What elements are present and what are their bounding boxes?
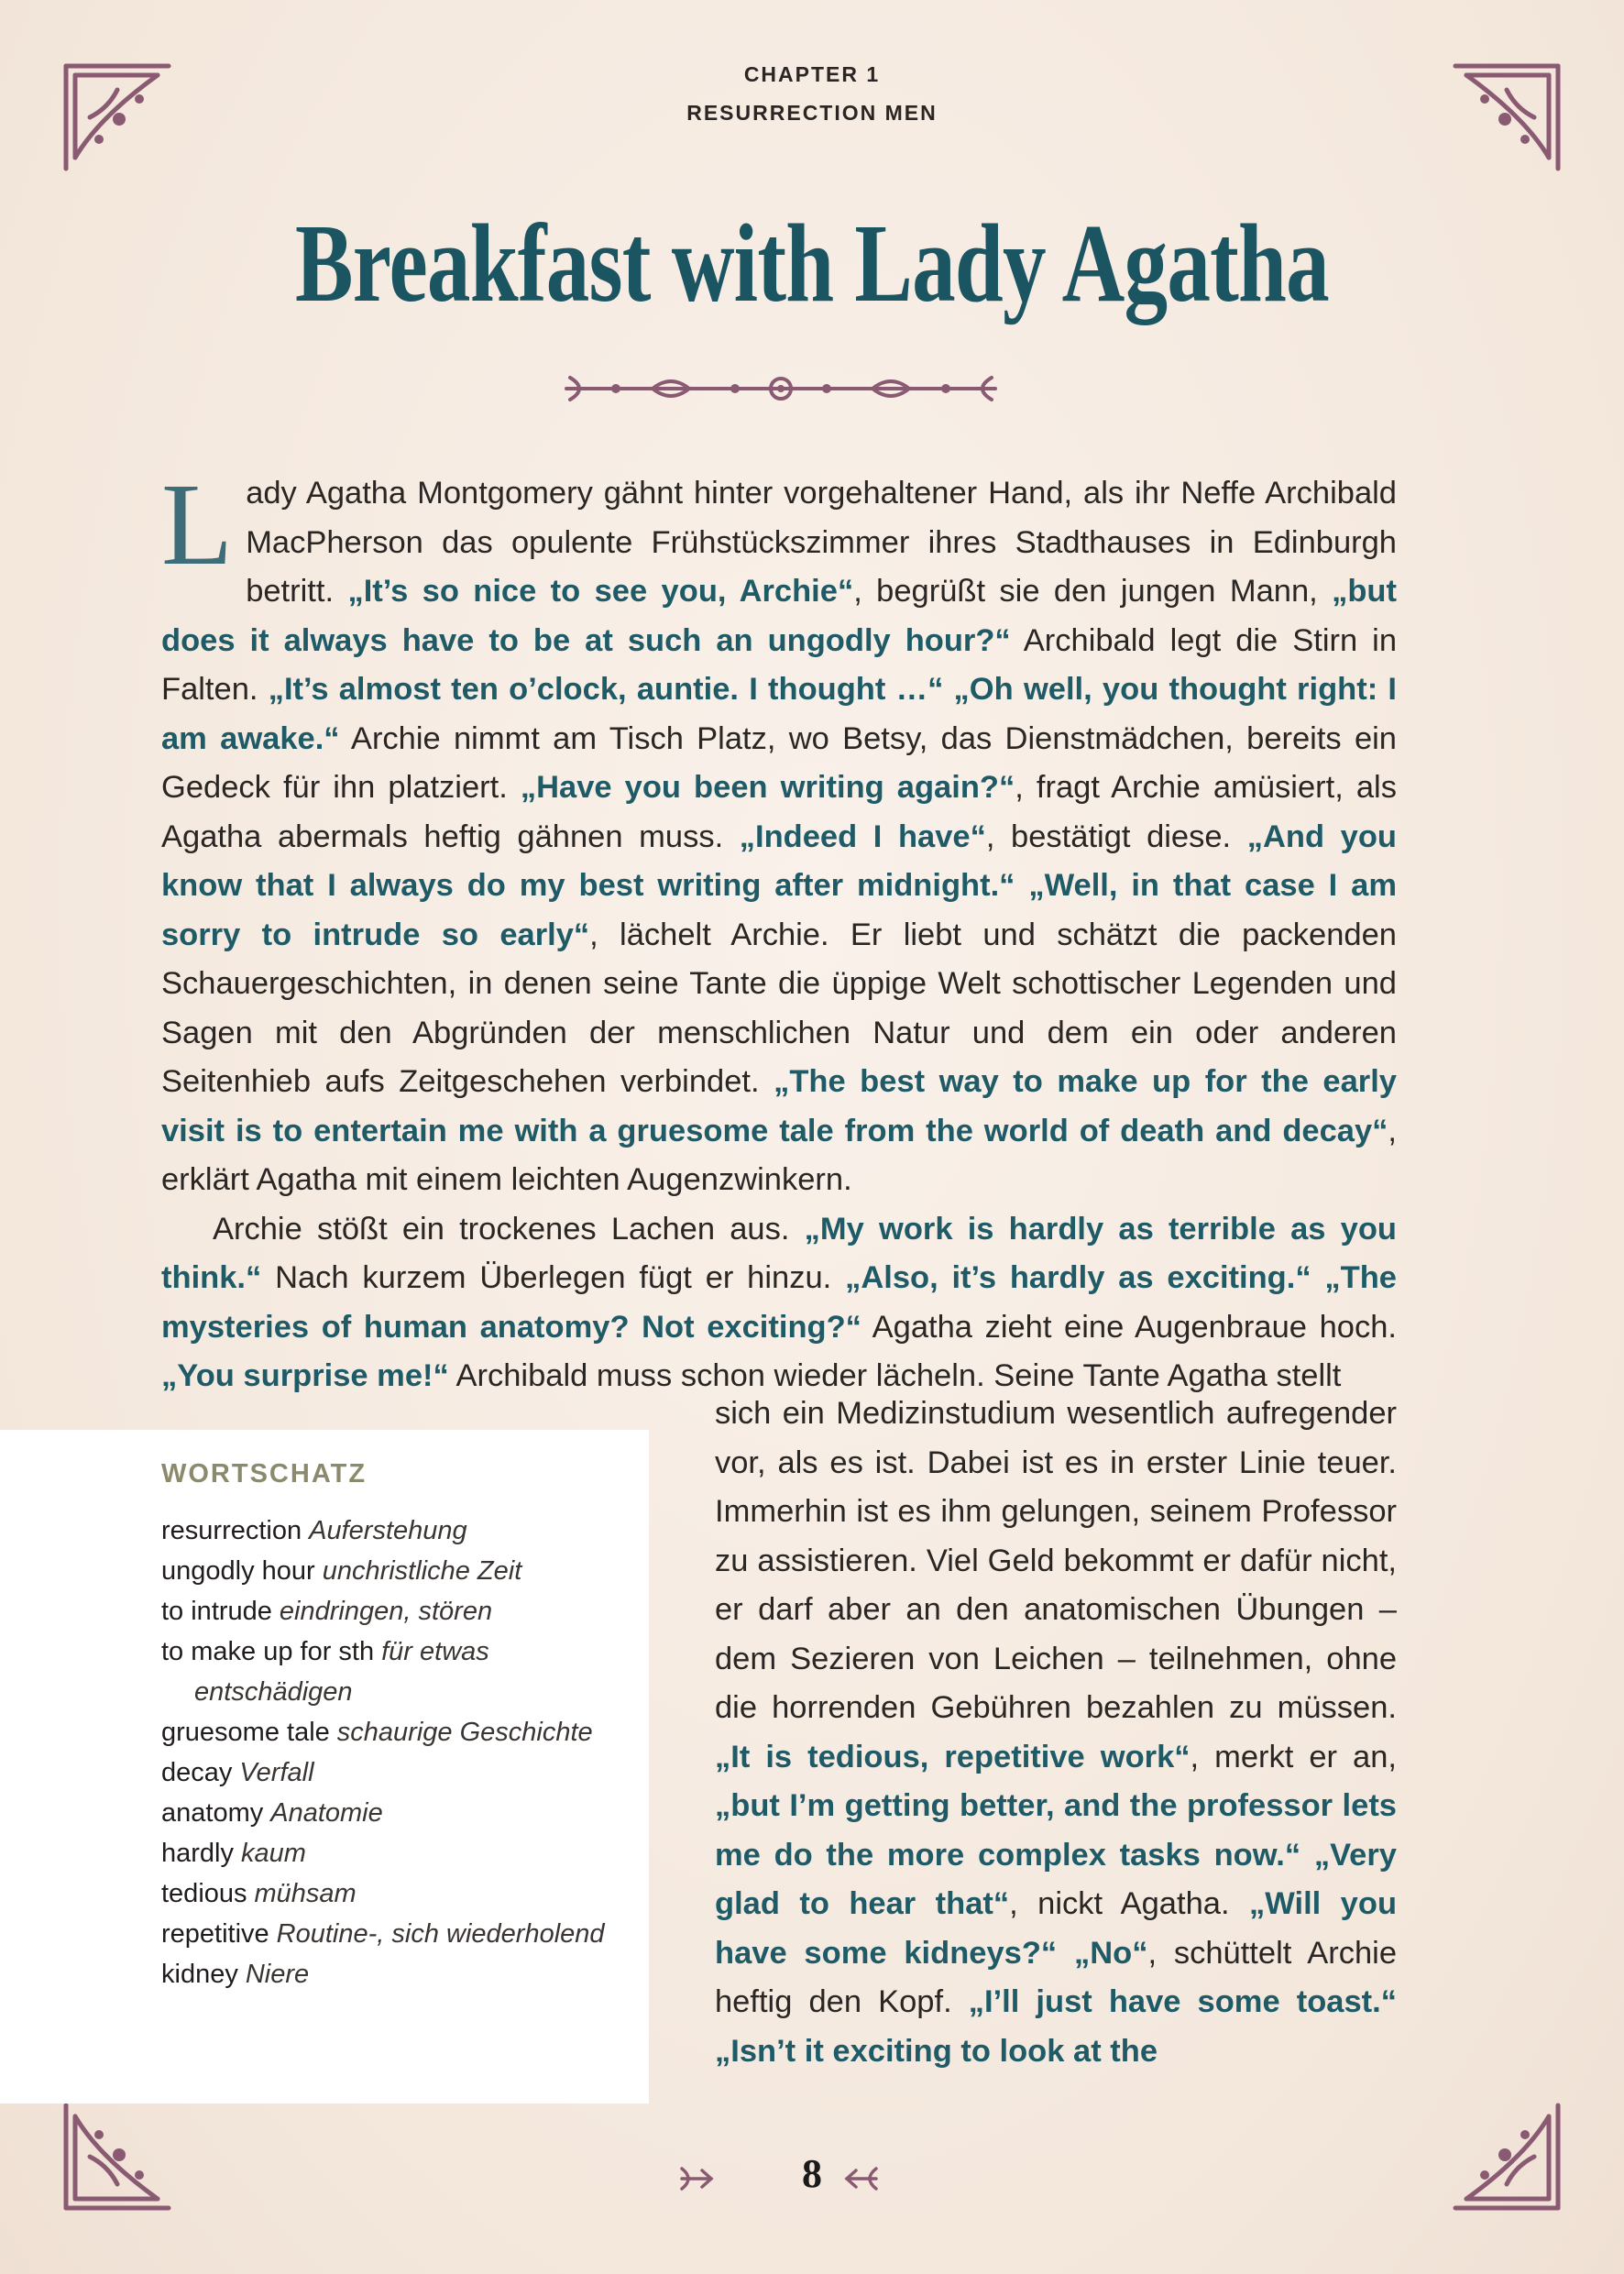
- vocab-translation: Auferstehung: [309, 1516, 467, 1545]
- vocab-term: gruesome tale: [161, 1718, 330, 1747]
- english-quote: „It’s so nice to see you, Archie“: [347, 574, 854, 609]
- vocab-term: decay: [161, 1758, 233, 1787]
- divider-ornament-icon: [561, 370, 1001, 407]
- vocab-translation: Anatomie: [270, 1798, 383, 1828]
- right-column-text: [715, 1390, 1397, 2076]
- text-run: , nickt Agatha.: [1009, 1886, 1249, 1921]
- text-run: Nach kurzem Überlegen fügt er hinzu.: [261, 1260, 846, 1295]
- vocab-translation: Niere: [245, 1960, 310, 1989]
- paragraph: [161, 459, 1398, 1205]
- vocab-item: [161, 1712, 620, 1752]
- text-run: Agatha zieht eine Augenbraue hoch.: [861, 1309, 1397, 1345]
- vocab-term: anatomy: [161, 1798, 264, 1828]
- text-run: , bestätigt diese.: [985, 818, 1247, 854]
- vocab-term: kidney: [161, 1960, 238, 1989]
- vocab-translation: mühsam: [254, 1879, 357, 1908]
- english-quote: „You surprise me!“: [161, 1358, 449, 1393]
- main-text: [161, 459, 1398, 1401]
- english-quote: „Also, it’s hardly as exciting.“ „The mysteries of human anatomy? Not exciting?“: [161, 1260, 1397, 1345]
- text-run: ady Agatha Montgomery gähnt hinter vorgehaltener Hand, als ihr Neffe Archibald MacPherson das opulente Frühstückszimmer ihres Stadthauses in Edinburgh betritt.: [246, 476, 1397, 609]
- vocab-term: to intrude: [161, 1597, 272, 1626]
- vocab-item: [161, 1752, 620, 1793]
- vocab-item: [161, 1914, 620, 1954]
- vocab-term: repetitive: [161, 1919, 269, 1949]
- english-quote: „Have you been writing again?“: [520, 770, 1015, 805]
- english-quote: „but I’m getting better, and the professor lets me do the more complex tasks now.“ „Very glad to hear that“: [715, 1788, 1397, 1921]
- english-quote: „The best way to make up for the early visit is to entertain me with a gruesome tale from the world of death and decay“: [161, 1064, 1397, 1148]
- text-run: , schüttelt Archie heftig den Kopf.: [715, 1935, 1398, 2019]
- text-run: Archibald muss schon wieder lächeln. Seine Tante Agatha stellt: [448, 1358, 1342, 1393]
- chapter-title: RESURRECTION MEN: [686, 101, 938, 125]
- vocab-item: [161, 1833, 620, 1873]
- text-run: Archie stößt ein trockenes Lachen aus.: [213, 1211, 805, 1247]
- english-quote: „My work is hardly as terrible as you think.“: [161, 1211, 1397, 1295]
- page-title: Breakfast with Lady Agatha: [295, 202, 1329, 325]
- english-quote: „but does it always have to be at such an ungodly hour?“: [161, 574, 1397, 658]
- english-quote: „And you know that I always do my best writing after midnight.“ „Well, in that case I am sorry to intrude so early“: [161, 818, 1397, 952]
- vocab-item: [161, 1873, 620, 1914]
- vocab-item: [161, 1954, 620, 1994]
- vocab-item: [161, 1511, 620, 1551]
- english-quote: „It’s almost ten o’clock, auntie. I thought …“ „Oh well, you thought right: I am awake.“: [161, 672, 1398, 756]
- vocab-translation: schaurige Geschichte: [336, 1718, 593, 1747]
- vocab-term: to make up for sth: [161, 1637, 375, 1666]
- english-quote: „It is tedious, repetitive work“: [715, 1739, 1191, 1774]
- vocab-translation: unchristliche Zeit: [322, 1556, 522, 1586]
- vocab-term: tedious: [161, 1879, 247, 1908]
- paragraph: [161, 1205, 1397, 1401]
- vocabulary-heading: WORTSCHATZ: [161, 1459, 368, 1489]
- vocab-translation: eindringen, stören: [279, 1597, 493, 1626]
- text-run: Archibald legt die Stirn in Falten.: [161, 622, 1398, 707]
- chapter-label: CHAPTER 1: [743, 62, 881, 86]
- text-run: sich ein Medizinstudium wesentlich aufregender vor, als es ist. Dabei ist es in erster Linie teuer. Immerhin ist es ihm gelungen, seinem Professor zu assistieren. Viel Geld bekommt er dafür nicht, er darf aber an den anatomischen Übungen – dem Sezieren von Leichen – teilnehmen, ohne die horrenden Gebühren bezahlen zu müssen.: [715, 1396, 1397, 1725]
- vocab-term: ungodly hour: [161, 1556, 315, 1586]
- english-quote: „Indeed I have“: [739, 818, 986, 854]
- vocab-item: [161, 1551, 620, 1591]
- vocab-translation: Routine-, sich wiederholend: [276, 1919, 605, 1949]
- text-run: , lächelt Archie. Er liebt und schätzt die packenden Schauergeschichten, in denen seine Tante die üppige Welt schottischer Legenden und Sagen mit den Abgründen der menschlichen Natur und dem ein oder anderen Seitenhieb aufs Zeitgeschehen verbindet.: [161, 917, 1397, 1099]
- arrow-ornament-icon: [843, 2165, 880, 2192]
- page-number: 8: [802, 2151, 822, 2196]
- vocab-translation: kaum: [241, 1839, 306, 1868]
- drop-cap: L: [161, 459, 234, 589]
- text-run: , erklärt Agatha mit einem leichten Augenzwinkern.: [161, 1113, 1397, 1197]
- vocab-translation: für etwas entschädigen: [194, 1637, 489, 1707]
- vocab-translation: Verfall: [239, 1758, 314, 1787]
- vocabulary-list: [161, 1511, 620, 1994]
- english-quote: „Will you have some kidneys?“ „No“: [715, 1886, 1398, 1971]
- text-run: , fragt Archie amüsiert, als Agatha abermals heftig gähnen muss.: [161, 770, 1397, 854]
- text-run: Archie nimmt am Tisch Platz, wo Betsy, das Dienstmädchen, bereits ein Gedeck für ihn platziert.: [161, 720, 1397, 805]
- vocab-item: [161, 1631, 620, 1712]
- paragraph: [715, 1390, 1397, 2076]
- vocab-term: hardly: [161, 1839, 234, 1868]
- vocab-item: [161, 1591, 620, 1631]
- english-quote: „I’ll just have some toast.“ „Isn’t it exciting to look at the: [715, 1984, 1397, 2069]
- vocab-term: resurrection: [161, 1516, 302, 1545]
- text-run: , merkt er an,: [1190, 1739, 1397, 1774]
- text-run: , begrüßt sie den jungen Mann,: [853, 574, 1333, 609]
- vocab-item: [161, 1793, 620, 1833]
